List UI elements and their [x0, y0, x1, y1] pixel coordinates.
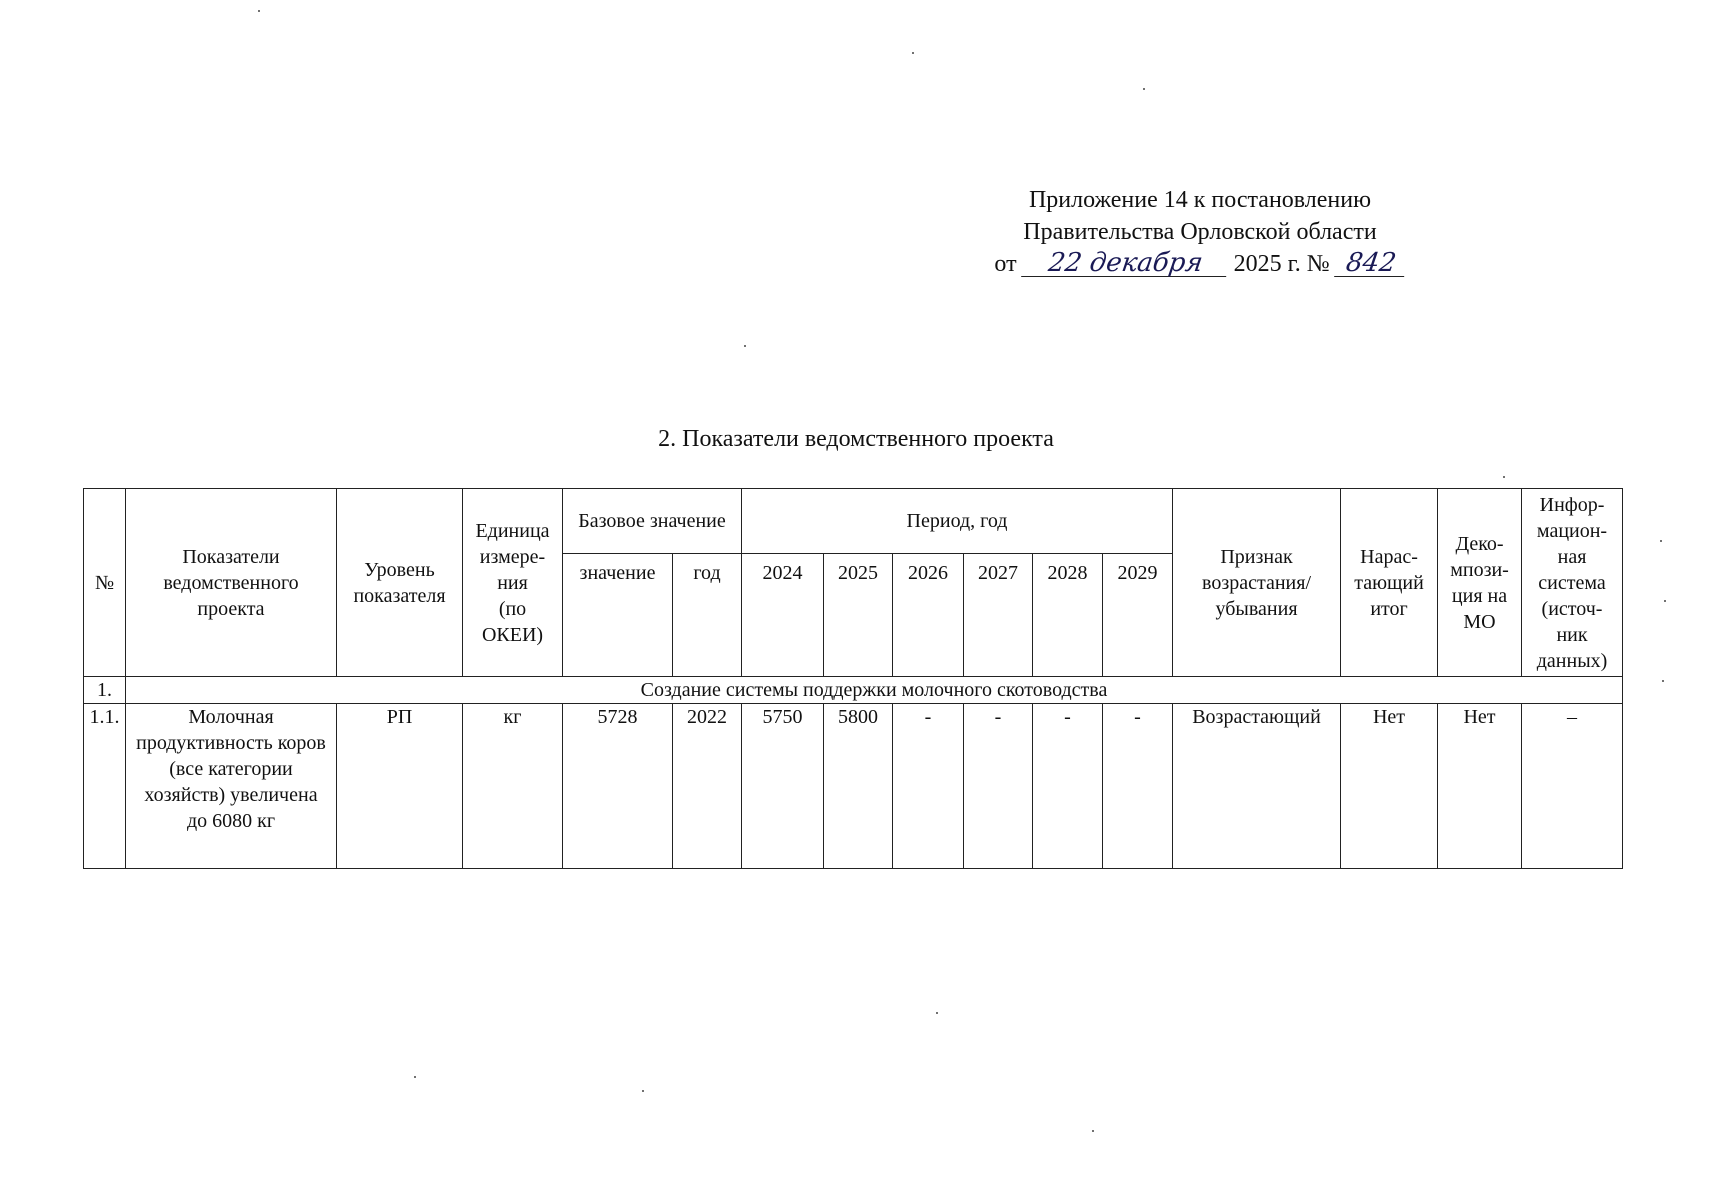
header-base: Базовое значение — [563, 489, 742, 554]
row-value-2025: 5800 — [824, 704, 893, 869]
row-trend: Возрастающий — [1173, 704, 1341, 869]
appendix-header — [980, 184, 1420, 280]
indicators-table — [83, 488, 1623, 869]
row-decomposition: Нет — [1438, 704, 1522, 869]
row-indicator: Молочная продуктивность коров (все категории хозяйств) увеличена до 6080 кг — [126, 704, 337, 869]
row-value-2029: - — [1103, 704, 1173, 869]
header-year-2024: 2024 — [742, 554, 824, 677]
header-num: № — [84, 489, 126, 677]
scan-speck — [642, 1090, 644, 1092]
row-num: 1.1. — [84, 704, 126, 869]
scan-speck — [414, 1076, 416, 1078]
header-decomposition: Деко- мпози- ция на МО — [1438, 489, 1522, 677]
row-value-2026: - — [893, 704, 964, 869]
header-year-2027: 2027 — [964, 554, 1033, 677]
scan-speck — [1092, 1130, 1094, 1132]
document-title: 2. Показатели ведомственного проекта — [658, 426, 1054, 452]
header-period: Период, год — [742, 489, 1173, 554]
row-base-value: 5728 — [563, 704, 673, 869]
date-prefix: от — [994, 251, 1017, 277]
scan-speck — [1143, 88, 1145, 90]
row-unit: кг — [463, 704, 563, 869]
scan-speck — [1660, 540, 1662, 542]
handwritten-date: 22 декабря — [1021, 250, 1230, 277]
table-row — [84, 704, 1623, 869]
row-value-2028: - — [1033, 704, 1103, 869]
handwritten-number: 842 — [1334, 250, 1408, 277]
year-and-number-label: 2025 г. № — [1233, 251, 1330, 277]
header-year-2029: 2029 — [1103, 554, 1173, 677]
scan-speck — [1662, 680, 1664, 682]
header-trend: Признак возрастания/ убывания — [1173, 489, 1341, 677]
row-value-2024: 5750 — [742, 704, 824, 869]
row-info-system: – — [1522, 704, 1623, 869]
scan-speck — [258, 10, 260, 12]
row-level: РП — [337, 704, 463, 869]
header-cumulative: Нарас- тающий итог — [1341, 489, 1438, 677]
section-row — [84, 677, 1623, 704]
header-year-2028: 2028 — [1033, 554, 1103, 677]
appendix-line-2: Правительства Орловской области — [1023, 219, 1377, 245]
header-year-2025: 2025 — [824, 554, 893, 677]
scan-speck — [744, 345, 746, 347]
scan-speck — [936, 1012, 938, 1014]
header-level: Уровень показателя — [337, 489, 463, 677]
header-base-year: год — [673, 554, 742, 677]
header-unit: Единица измере- ния (по ОКЕИ) — [463, 489, 563, 677]
appendix-line-3 — [980, 248, 1420, 280]
header-indicator: Показатели ведомственного проекта — [126, 489, 337, 677]
header-base-value: значение — [563, 554, 673, 677]
scan-speck — [1664, 600, 1666, 602]
row-base-year: 2022 — [673, 704, 742, 869]
row-value-2027: - — [964, 704, 1033, 869]
section-title: Создание системы поддержки молочного скотоводства — [126, 677, 1623, 704]
scan-speck — [1503, 476, 1505, 478]
section-num: 1. — [84, 677, 126, 704]
header-year-2026: 2026 — [893, 554, 964, 677]
appendix-line-1: Приложение 14 к постановлению — [1028, 187, 1372, 213]
scan-speck — [912, 52, 914, 54]
header-info-system: Инфор- мацион- ная система (источ- ник данных) — [1522, 489, 1623, 677]
row-cumulative: Нет — [1341, 704, 1438, 869]
